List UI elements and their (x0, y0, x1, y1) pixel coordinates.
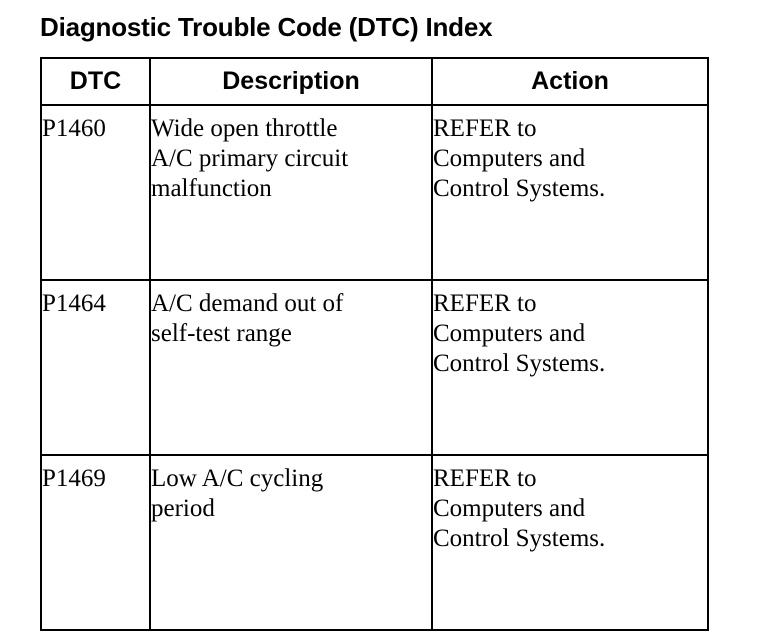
action-cell (432, 455, 708, 630)
table-row (41, 105, 708, 280)
description-cell (150, 280, 432, 455)
description-line: malfunction (151, 175, 272, 202)
action-line: REFER to (433, 115, 537, 142)
description-cell (150, 105, 432, 280)
page-title: Diagnostic Trouble Code (DTC) Index (40, 12, 493, 42)
description-line: A/C primary circuit (151, 145, 349, 172)
action-line: Control Systems. (433, 525, 606, 552)
action-line: Computers and (433, 145, 586, 172)
action-line: Computers and (433, 320, 586, 347)
description-line: period (151, 495, 215, 522)
dtc-code-cell: P1460 (41, 105, 150, 280)
action-line: REFER to (433, 290, 537, 317)
column-header-dtc: DTC (41, 58, 150, 105)
table-row (41, 280, 708, 455)
description-line: Low A/C cycling (151, 465, 324, 492)
description-cell (150, 455, 432, 630)
column-header-action: Action (432, 58, 708, 105)
column-header-description: Description (150, 58, 432, 105)
table-row (41, 455, 708, 630)
action-cell (432, 280, 708, 455)
action-line: Control Systems. (433, 350, 606, 377)
action-line: REFER to (433, 465, 537, 492)
description-line: A/C demand out of (151, 290, 344, 317)
dtc-code-cell: P1469 (41, 455, 150, 630)
action-cell (432, 105, 708, 280)
action-line: Computers and (433, 495, 586, 522)
dtc-code-cell: P1464 (41, 280, 150, 455)
dtc-table (40, 57, 709, 631)
description-line: Wide open throttle (151, 115, 338, 142)
table-header-row (41, 58, 708, 105)
action-line: Control Systems. (433, 175, 606, 202)
description-line: self-test range (151, 320, 292, 347)
